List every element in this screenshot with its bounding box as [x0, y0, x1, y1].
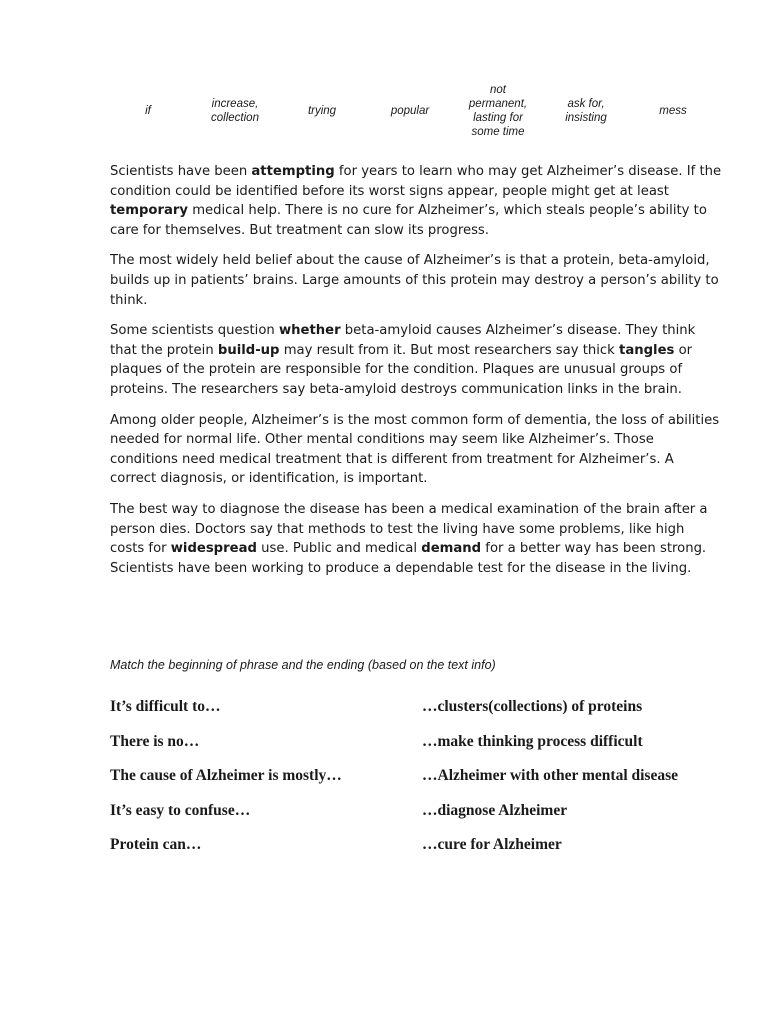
match-row: [110, 696, 722, 731]
paragraph: The most widely held belief about the cause of Alzheimer’s is that a protein, beta-amyloid, builds up in patients’ brains. Large amounts of this protein may destroy a person’s ability to think.: [110, 253, 719, 308]
vocabulary-word: tangles: [619, 342, 675, 358]
definition-cell: increase, collection: [211, 98, 259, 124]
vocabulary-word: widespread: [170, 541, 257, 557]
vocabulary-word: temporary: [110, 203, 188, 219]
exercise-instruction: Match the beginning of phrase and the ending (based on the text info): [110, 658, 496, 672]
definition-cell: trying: [307, 105, 337, 117]
phrase-ending: …Alzheimer with other mental disease: [422, 767, 678, 784]
matching-exercise: [110, 696, 722, 869]
definition-cell: if: [145, 105, 151, 117]
paragraph: Some scientists question whether beta-amyloid causes Alzheimer’s disease. They think that the protein build-up may result from it. But most researchers say thick tangles or plaques of the protein are responsible for the condition. Plaques are unusual groups of proteins. The researchers say beta-amyloid destroys communication links in the brain.: [110, 323, 696, 397]
paragraph: Scientists have been attempting for years to learn who may get Alzheimer’s disease. If the condition could be identified before its worst signs appear, people might get at least temporary medical help. There is no cure for Alzheimer’s, which steals people’s ability to care for themselves. But treatment can slow its progress.: [110, 164, 722, 238]
definition-cell: ask for, insisting: [565, 98, 607, 124]
phrase-beginning: It’s easy to confuse…: [110, 801, 251, 819]
definition-cell: popular: [390, 105, 430, 117]
vocabulary-word: demand: [421, 541, 482, 557]
phrase-beginning: There is no…: [110, 732, 200, 750]
phrase-ending: …clusters(collections) of proteins: [422, 698, 643, 715]
phrase-beginning: The cause of Alzheimer is mostly…: [110, 767, 342, 784]
article-text: [110, 162, 722, 589]
match-row: [110, 765, 722, 800]
definition-cell: mess: [659, 105, 687, 117]
vocabulary-word: attempting: [251, 164, 335, 179]
vocabulary-definitions: [110, 80, 710, 142]
match-row: [110, 731, 722, 766]
phrase-ending: …make thinking process difficult: [422, 732, 643, 750]
phrase-beginning: Protein can…: [110, 836, 202, 853]
paragraph: Among older people, Alzheimer’s is the most common form of dementia, the loss of abilities needed for normal life. Other mental conditions may seem like Alzheimer’s. Those conditions need medical treatment that is different from treatment for Alzheimer’s. A correct diagnosis, or identification, is important.: [110, 412, 720, 487]
phrase-ending: …cure for Alzheimer: [422, 836, 562, 853]
match-row: [110, 800, 722, 835]
definition-cell: not permanent, lasting for some time: [468, 84, 528, 138]
vocabulary-word: build-up: [217, 342, 280, 358]
vocabulary-word: whether: [278, 323, 341, 339]
match-row: [110, 834, 722, 869]
phrase-ending: …diagnose Alzheimer: [422, 801, 568, 819]
phrase-beginning: It’s difficult to…: [110, 698, 221, 715]
paragraph: The best way to diagnose the disease has been a medical examination of the brain after a person dies. Doctors say that methods to test the living have some problems, like high costs for widespread use. Public and medical demand for a better way has been strong. Scientists have been working to produce a dependable test for the disease in the living.: [110, 501, 708, 576]
